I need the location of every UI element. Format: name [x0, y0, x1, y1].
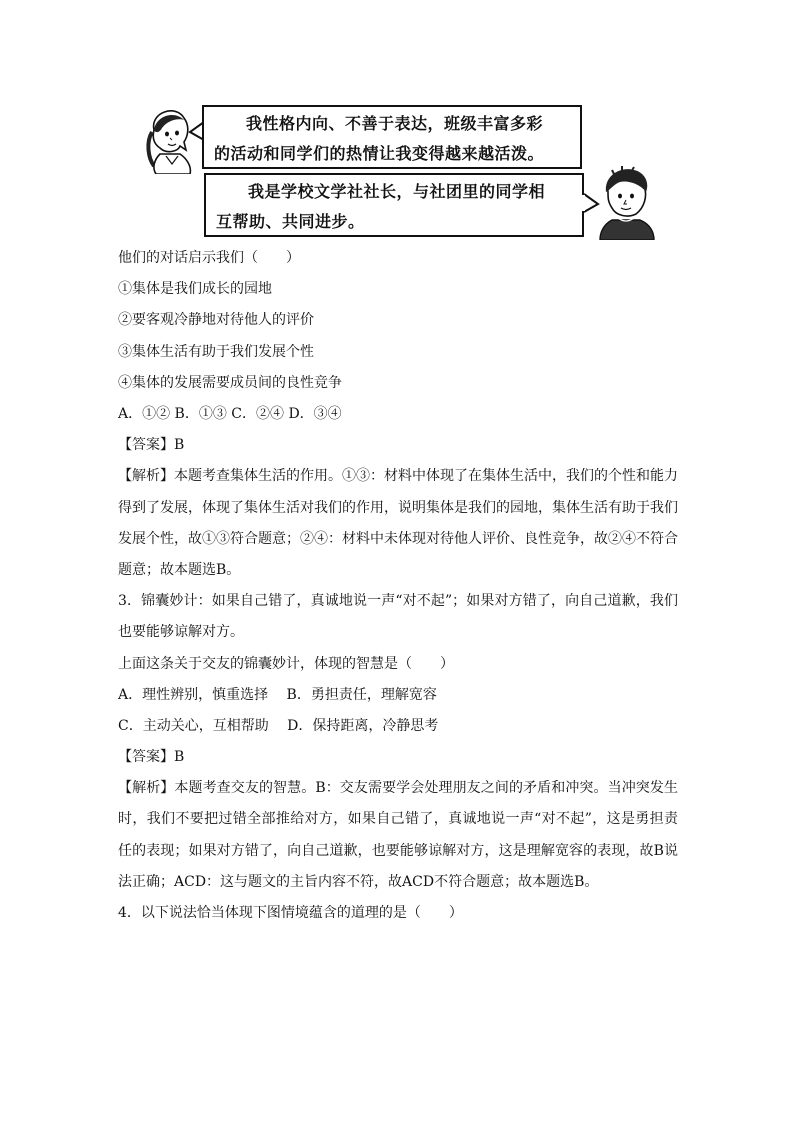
- q2-stem: 他们的对话启示我们（ ）: [118, 250, 300, 266]
- q2-answer: 【答案】B: [118, 437, 185, 454]
- q2-choices: A．①② B．①③ C．②④ D．③④: [118, 405, 342, 422]
- q2-option-4: ④集体的发展需要成员间的良性竞争: [118, 374, 342, 391]
- q3-choices-row-2: C．主动关心，互相帮助 D．保持距离，冷静思考: [118, 717, 439, 734]
- q2-option-3: ③集体生活有助于我们发展个性: [118, 343, 314, 360]
- girl-speech-line-2: 的活动和同学们的热情让我变得越来越活泼。: [214, 144, 545, 163]
- q3-answer: 【答案】B: [118, 749, 185, 766]
- q2-analysis: 【解析】本题考查集体生活的作用。①③：材料中体现了在集体生活中，我们的个性和能力得到了发展，体现了集体生活对我们的作用，说明集体是我们的园地，集体生活有助于我们发展个性，故①③符合题意；②④：材料中未体现对待他人评价、良性竞争，故②④不符合题意；故本题选B。: [118, 468, 678, 578]
- q2-option-2: ②要客观冷静地对待他人的评价: [118, 312, 314, 329]
- boy-figure-icon: [594, 162, 660, 240]
- dialogue-illustration: [140, 100, 660, 240]
- q3-choices-row-1: A．理性辨别，慎重选择 B．勇担责任，理解宽容: [118, 686, 437, 703]
- q3-question: 上面这条关于交友的锦囊妙计，体现的智慧是（ ）: [118, 655, 454, 672]
- q4-stem: 4．以下说法恰当体现下图情境蕴含的道理的是（ ）: [118, 905, 463, 922]
- girl-speech-bubble: [202, 105, 582, 169]
- q3-analysis: 【解析】本题考查交友的智慧。B：交友需要学会处理朋友之间的矛盾和冲突。当冲突发生时，我们不要把过错全部推给对方，如果自己错了，真诚地说一声“对不起”，这是勇担责任的表现；如果对方错了，向自己道歉，也要能够谅解对方，这是理解宽容的表现，故B说法正确；ACD：这与题文的主旨内容不符，故ACD不符合题意；故本题选B。: [118, 780, 678, 890]
- question-content: [118, 243, 678, 929]
- q3-stem: 3．锦囊妙计：如果自己错了，真诚地说一声“对不起”；如果对方错了，向自己道歉，我们也要能够谅解对方。: [118, 593, 678, 641]
- boy-speech-bubble: [204, 173, 584, 237]
- boy-speech-line-2: 互帮助、共同进步。: [216, 212, 365, 231]
- girl-speech-line-1: 我性格内向、不善于表达，班级丰富多彩: [246, 114, 544, 133]
- boy-speech-line-1: 我是学校文学社社长，与社团里的同学相: [248, 182, 546, 201]
- q2-option-1: ①集体是我们成长的园地: [118, 281, 272, 298]
